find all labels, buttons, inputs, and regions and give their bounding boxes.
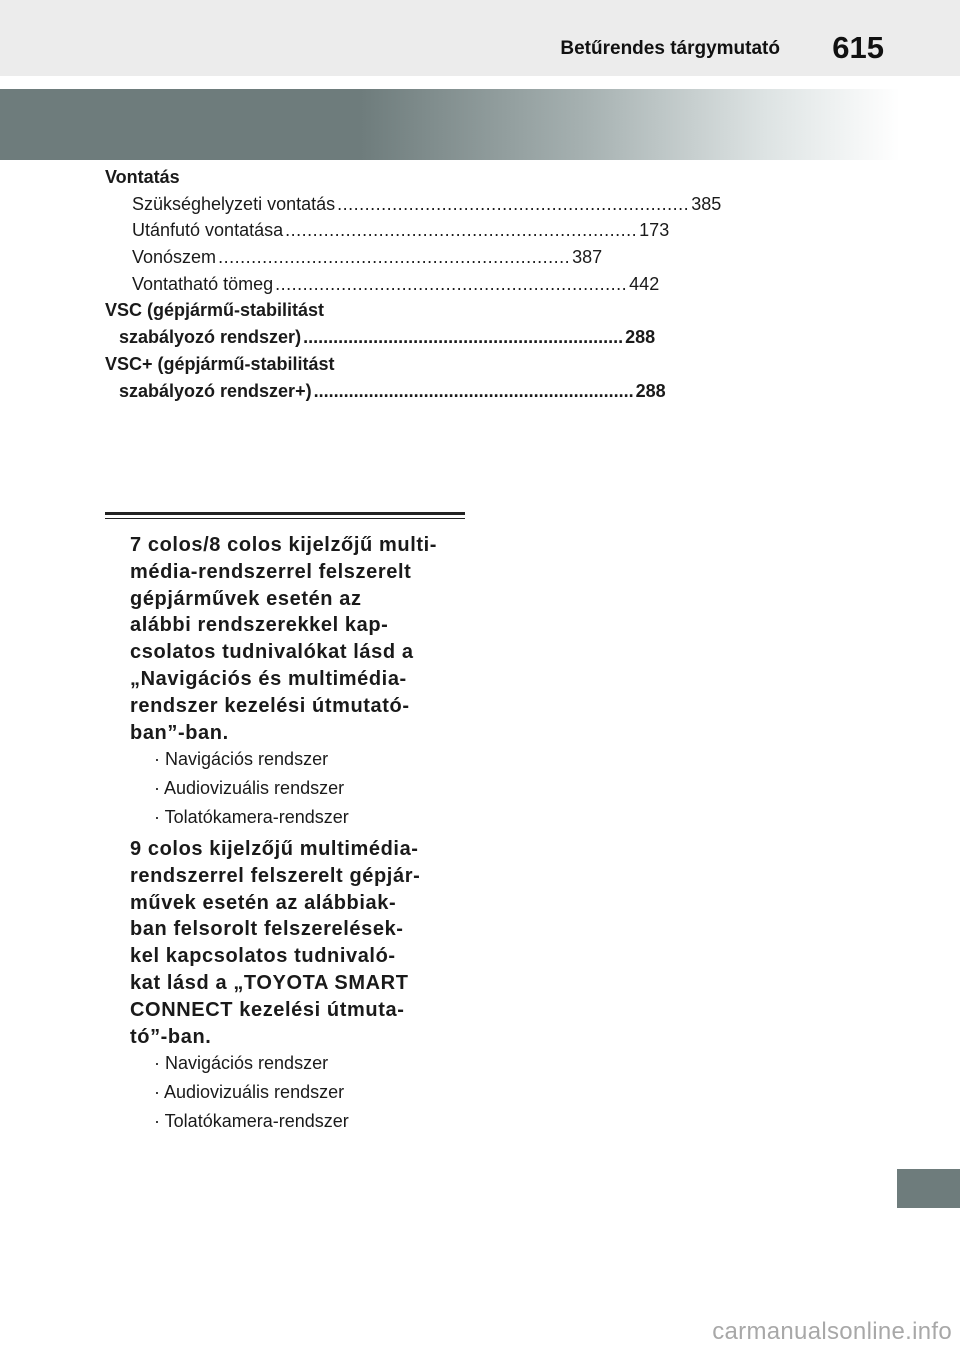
watermark: carmanualsonline.info [712, 1318, 952, 1345]
index-entry-page: 173 [639, 220, 670, 241]
index-entry-page: 288 [635, 380, 666, 401]
index-entry-label: Vontatható tömeg [132, 273, 274, 294]
index-entry-page: 385 [691, 193, 722, 214]
note-line: alábbi rendszerekkel kap- [130, 614, 389, 637]
note-line: ban”-ban. [130, 721, 229, 744]
index-entry [105, 191, 722, 218]
note-line: média-rendszerrel felszerelt [130, 560, 412, 583]
bullet-item: · Tolatókamera-rendszer [154, 1111, 349, 1131]
note-line: ban felsorolt felszerelések- [130, 918, 404, 941]
chapter-thumb-tab [897, 1169, 960, 1208]
note-line: tó”-ban. [130, 1025, 212, 1048]
bullet-item: · Audiovizuális rendszer [154, 778, 345, 798]
leader-dots: ................................................................ [303, 327, 624, 348]
note-line: CONNECT kezelési útmuta- [130, 998, 405, 1021]
index-entry-label: szabályozó rendszer+) [119, 380, 312, 401]
divider-rule [105, 512, 465, 515]
note-line: 9 colos kijelzőjű multimédia- [130, 838, 419, 860]
note-line: művek esetén az alábbiak- [130, 891, 397, 914]
bullet-item: · Navigációs rendszer [154, 1053, 329, 1073]
divider-rule-thin [105, 518, 465, 519]
section-banner [0, 89, 900, 160]
index-entry [105, 244, 603, 271]
index-entry-vsc-plus [105, 378, 666, 405]
leader-dots: ................................................................ [275, 273, 628, 294]
index-list [105, 164, 722, 404]
bullet-item: · Tolatókamera-rendszer [154, 807, 349, 827]
index-entry-page: 288 [625, 327, 656, 348]
note-block [108, 532, 478, 746]
leader-dots: ................................................................ [218, 247, 571, 268]
page-header [0, 0, 960, 76]
index-entry-label: szabályozó rendszer) [119, 327, 302, 348]
note-line: rendszerrel felszerelt gépjár- [130, 864, 421, 887]
note-block [108, 836, 478, 1050]
index-heading: Vontatás [105, 167, 180, 187]
note-line: kat lásd a „TOYOTA SMART [130, 971, 409, 994]
bullet-list [154, 1049, 349, 1136]
note-line: rendszer kezelési útmutató- [130, 694, 410, 717]
index-entry [105, 271, 660, 298]
note-line: csolatos tudnivalókat lásd a [130, 641, 414, 664]
index-entry-page: 387 [572, 247, 603, 268]
bullet-list [154, 745, 349, 832]
page-number: 615 [832, 30, 884, 65]
index-entry-vsc [105, 324, 656, 351]
note-line: 7 colos/8 colos kijelzőjű multi- [130, 534, 438, 556]
index-entry-label: Szükséghelyzeti vontatás [132, 193, 336, 214]
bullet-item: · Audiovizuális rendszer [154, 1082, 345, 1102]
index-entry-page: 442 [629, 273, 660, 294]
index-entry-label: Vonószem [132, 247, 217, 268]
index-entry-vsc-plus-line1: VSC+ (gépjármű-stabilitást [105, 353, 335, 374]
index-entry [105, 217, 670, 244]
note-line: kel kapcsolatos tudnivaló- [130, 945, 396, 968]
note-line: „Navigációs és multimédia- [130, 667, 407, 690]
leader-dots: ................................................................ [313, 380, 634, 401]
note-line: gépjárművek esetén az [130, 587, 362, 610]
index-entry-vsc-line1: VSC (gépjármű-stabilitást [105, 300, 325, 321]
bullet-item: · Navigációs rendszer [154, 749, 329, 769]
leader-dots: ................................................................ [285, 220, 638, 241]
section-title: Betűrendes tárgymutató [560, 38, 780, 59]
leader-dots: ................................................................ [337, 193, 690, 214]
index-entry-label: Utánfutó vontatása [132, 220, 284, 241]
